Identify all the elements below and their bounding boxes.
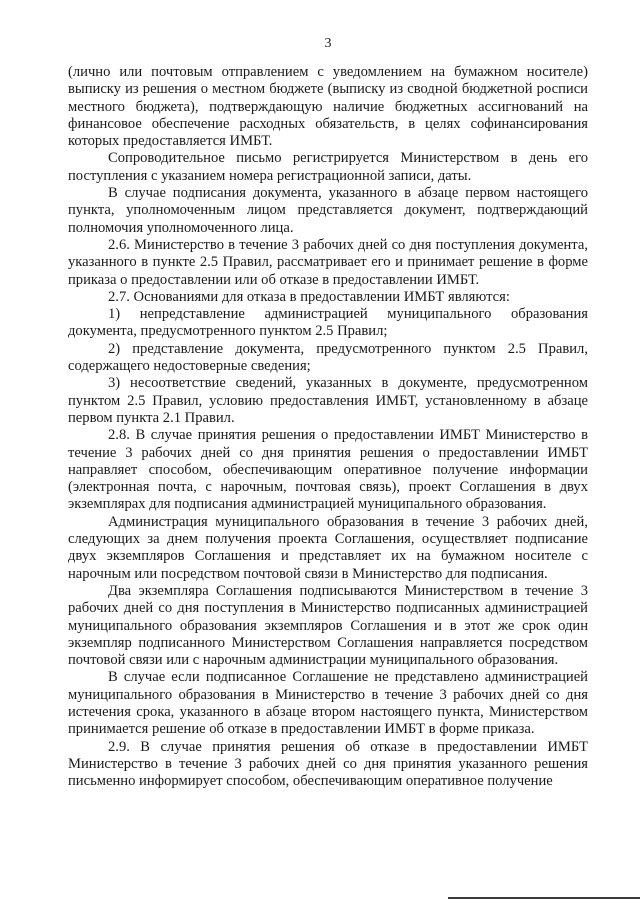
paragraph: В случае подписания документа, указанного в абзаце первом настоящего пункта, уполномоченным лицом представляется документ, подтверждающий полномочия уполномоченного лица. [68,185,588,236]
paragraph-clause-2-9: 2.9. В случае принятия решения об отказе в предоставлении ИМБТ Министерство в течение 3 рабочих дней со дня принятия указанного решения письменно информирует способом, обеспечивающим оперативное получение [68,738,588,790]
paragraph: Администрация муниципального образования в течение 3 рабочих дней, следующих за днем получения проекта Соглашения, осуществляет подписание двух экземпляров Соглашения и представляет их на бумажном носителе с нарочным или посредством почтовой связи в Министерство для подписания. [68,513,588,582]
list-item: 3) несоответствие сведений, указанных в документе, предусмотренном пунктом 2.5 Правил, условию предоставления ИМБТ, установленному в абзаце первом пункта 2.1 Правил. [68,375,588,426]
paragraph-clause-2-6: 2.6. Министерство в течение 3 рабочих дней со дня поступления документа, указанного в пункте 2.5 Правил, рассматривает его и принимает решение в форме приказа о предоставлении или об отказе в предоставлении ИМБТ. [68,236,588,288]
scan-edge-line [448,897,640,899]
document-body [68,64,588,790]
paragraph-clause-2-7: 2.7. Основаниями для отказа в предоставлении ИМБТ являются: [108,288,510,305]
list-item: 2) представление документа, предусмотренного пунктом 2.5 Правил, содержащего недостоверные сведения; [68,340,588,375]
page-number: 3 [324,36,332,51]
paragraph-clause-2-8: 2.8. В случае принятия решения о предоставлении ИМБТ Министерство в течение 3 рабочих дней со дня принятия решения о предоставлении ИМБТ направляет способом, обеспечивающим оперативное получение информации (электронная почта, с нарочным, почтовая связь), проект Соглашения в двух экземплярах для подписания администрацией муниципального образования. [68,427,588,513]
paragraph: Два экземпляра Соглашения подписываются Министерством в течение 3 рабочих дней со дня поступления в Министерство подписанных администрацией муниципального образования экземпляров Соглашения и в этот же срок один экземпляр подписанного Министерством Соглашения направляется посредством почтовой связи или с нарочным администрации муниципального образования. [68,582,588,669]
paragraph-continuation: (лично или почтовым отправлением с уведомлением на бумажном носителе) выписку из решения о местном бюджете (выписку из сводной бюджетной росписи местного бюджета), подтверждающую наличие бюджетных ассигнований на финансовое обеспечение расходных обязательств, в целях софинансирования которых предоставляется ИМБТ. [68,64,588,150]
paragraph: Сопроводительное письмо регистрируется Министерством в день его поступления с указанием номера регистрационной записи, даты. [68,150,588,184]
list-item: 1) непредставление администрацией муниципального образования документа, предусмотренного пунктом 2.5 Правил; [68,306,588,340]
paragraph: В случае если подписанное Соглашение не представлено администрацией муниципального образования в Министерство в течение 3 рабочих дней со дня истечения срока, указанного в абзаце втором настоящего пункта, Министерством принимается решение об отказе в предоставлении ИМБТ в форме приказа. [68,669,588,738]
